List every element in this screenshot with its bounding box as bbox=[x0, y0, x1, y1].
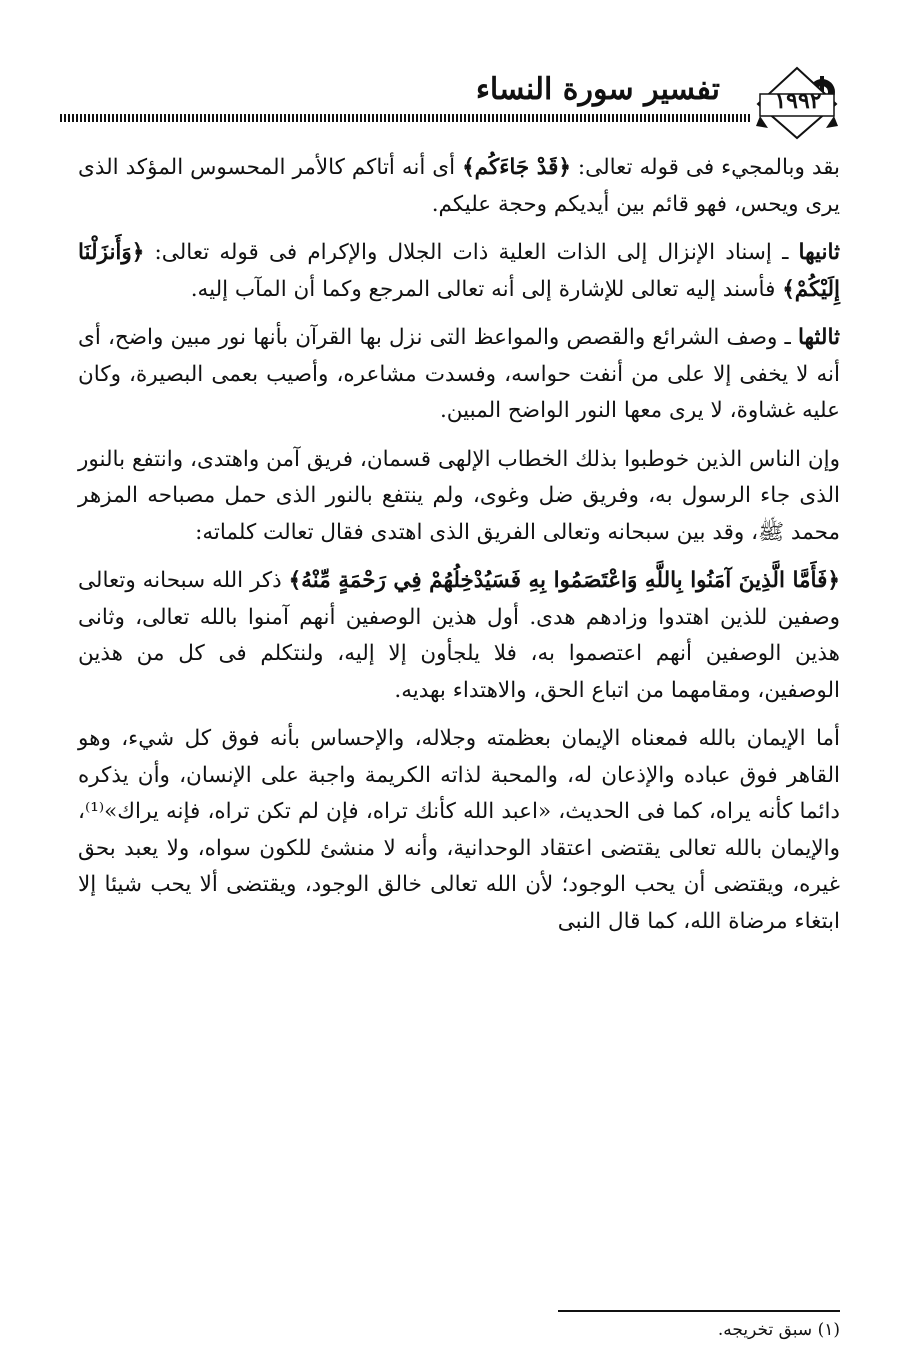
body-text bbox=[78, 150, 840, 952]
paragraph-2 bbox=[78, 320, 840, 430]
paragraph-lead: ثانيها bbox=[798, 240, 840, 265]
paragraph-2-seg-0: ـ وصف الشرائع والقصص والمواعظ التى نزل بها القرآن بأنها نور مبين واضح، أى أنه لا يخفى إلا على من أنفت حواسه، وفسدت مشاعره، وأصيب بعمى البصيرة، وكان عليه غشاوة، لا يرى معها النور الواضح المبين. bbox=[78, 325, 840, 423]
header-rule bbox=[60, 114, 750, 122]
paragraph-0-seg-0: بقد وبالمجيء فى قوله تعالى: bbox=[570, 155, 840, 180]
paragraph-5 bbox=[78, 721, 840, 940]
page-header bbox=[60, 54, 840, 144]
paragraph-5-seg-0: أما الإيمان بالله فمعناه الإيمان بعظمته وجلاله، والإحساس بأنه فوق كل شيء، وهو القاهر فوق عباده والإذعان له، والمحبة لذاته الكريمة واجبة على الإنسان، وأن يذكره دائما كأنه يراه، كما فى الحديث، «اعبد الله كأنك تراه، فإن لم تكن تراه، فإنه يراك»⁽¹⁾، والإيمان بالله تعالى يقتضى اعتقاد الوحدانية، وأنه لا منشئ للكون سواه، ولا يعبد بحق غيره، ويقتضى أن يحب الوجود؛ لأن الله تعالى خالق الوجود، ويقتضى ألا يحب شيئا إلا ابتغاء مرضاة الله، كما قال النبى bbox=[78, 726, 840, 934]
quran-verse: ﴿قَدْ جَاءَكُم﴾ bbox=[462, 155, 571, 180]
quran-verse: ﴿فَأَمَّا الَّذِينَ آمَنُوا بِاللَّهِ وَاعْتَصَمُوا بِهِ فَسَيُدْخِلُهُمْ فِي رَحْمَةٍ مِّنْهُ﴾ bbox=[288, 568, 840, 593]
page-number: ١٩٩٢ bbox=[774, 88, 822, 114]
paragraph-4 bbox=[78, 563, 840, 709]
paragraph-3-seg-0: وإن الناس الذين خوطبوا بذلك الخطاب الإلهى قسمان، فريق آمن واهتدى، وانتفع بالنور الذى جاء الرسول به، وفريق ضل وغوى، ولم ينتفع بالنور الذى حمل مصباحه المزهر محمد ﷺ، وقد بين سبحانه وتعالى الفريق الذى اهتدى فقال تعالت كلماته: bbox=[78, 446, 840, 545]
paragraph-1-seg-0: ـ إسناد الإنزال إلى الذات العلية ذات الجلال والإكرام فى قوله تعالى: bbox=[144, 240, 799, 265]
running-title: تفسير سورة النساء bbox=[475, 72, 720, 107]
paragraph-0 bbox=[78, 150, 840, 223]
paragraph-3 bbox=[78, 442, 840, 552]
paragraph-4-seg-1: ذكر الله سبحانه وتعالى وصفين للذين اهتدوا وزادهم هدى. أول هذين الوصفين أنهم آمنوا بالله تعالى، وثانى هذين الوصفين أنهم اعتصموا به، فلا يلجأون إلا إليه، ولنتكلم فى كل من هذين الوصفين، ومقامهما من اتباع الحق، والاهتداء بهديه. bbox=[78, 568, 840, 703]
paragraph-0-seg-2: أى أنه أتاكم كالأمر المحسوس المؤكد الذى يرى ويحس، فهو قائم بين أيديكم وحجة عليكم. bbox=[78, 155, 840, 217]
paragraph-1 bbox=[78, 235, 840, 308]
quran-verse: ﴿وَأَنزَلْنَا إِلَيْكُمْ﴾ bbox=[78, 240, 840, 302]
footnote: (١) سبق تخريجه. bbox=[717, 1320, 840, 1340]
footnote-rule bbox=[558, 1310, 840, 1312]
paragraph-lead: ثالثها bbox=[797, 325, 840, 350]
paragraph-1-seg-2: فأسند إليه تعالى للإشارة إلى أنه تعالى المرجع وكما أن المآب إليه. bbox=[190, 276, 783, 302]
